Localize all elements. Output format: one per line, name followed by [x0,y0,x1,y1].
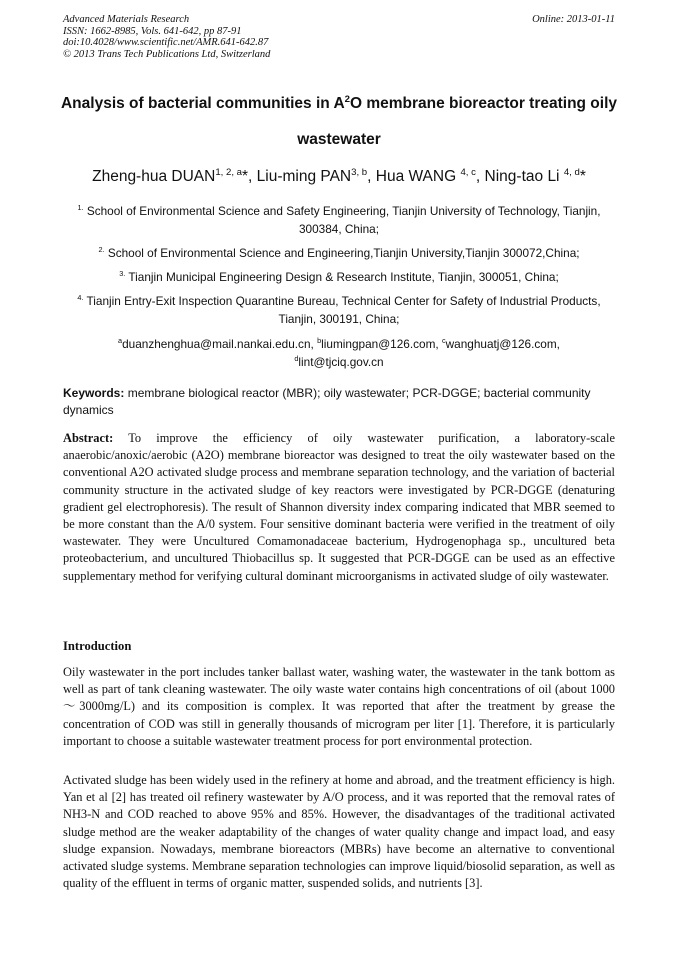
title-superscript: 2 [344,93,350,105]
author-separator: , [475,168,485,185]
author-name: Ning-tao Li [484,168,564,185]
affiliation-4 [58,292,620,328]
abstract-text: To improve the efficiency of oily wastewater purification, a laboratory-scale anaerobic/anoxic/aerobic (A2O) membrane bioreactor was designed to treat the oily wastewater based on the conventional A2O activated sludge process and membrane separation technology, and the variation of bacterial community structure in the activated sludge of key reactors were investigated by PCR-DGGE (denaturing gradient gel electrophoresis). The result of Shannon diversity index comparing indicated that MBR seemed to be more constant than the A/0 system. Four sensitive dominant bacteria were verified in the treatment of oily wastewater. They were Uncultured Comamonadaceae bacterium, Hydrogenophaga sp., uncultured beta proteobacterium, and uncultured Thiobacillus sp. It suggested that PCR-DGGE can be used as an effective supplementary method for verifying cultural dominant microorganisms in activated sludge of oily wastewater. [63,431,615,583]
email-list [90,335,588,371]
email-mark: d [294,354,299,364]
paper-title [40,86,638,158]
affiliation-text: Tianjin Municipal Engineering Design & Research Institute, Tianjin, 300051, China; [128,270,559,284]
affiliation-mark: 4. [77,293,84,303]
page-header [63,14,615,60]
copyright-line: © 2013 Trans Tech Publications Ltd, Switzerland [63,48,271,60]
journal-name: Advanced Materials Research [63,14,190,25]
intro-paragraph-2: Activated sludge has been widely used in the refinery at home and abroad, and the treatment efficiency is high. Yan et al [2] has treated oil refinery wastewater by A/O process, and it was reported that the removal rates of NH3-N and COD reached to above 95% and 85%. However, the disadvantages of the traditional activated sludge method are the weaker adaptability of the changes of water quality change and impact load, and easy sludge expansion. Nowadays, membrane bioreactors (MBRs) have become an alternative to conventional activated sludge systems. Membrane separation technologies can improve liquid/biosolid separation, as well as quality of the effluent in terms of organic matter, suspended solids, and nutrients [3]. [63,773,615,891]
issn-line: ISSN: 1662-8985, Vols. 641-642, pp 87-91 [63,25,242,37]
keywords [63,385,615,419]
affiliation-3 [58,268,620,286]
author-affiliation-mark: 4, c [460,166,476,178]
affiliation-mark: 2. [98,245,105,255]
email-link[interactable]: wanghuatj@126.com, [445,337,560,351]
doi-line: doi:10.4028/www.scientific.net/AMR.641-642.87 [63,37,269,48]
author-separator: *, [241,168,257,185]
title-part2: O membrane bioreactor treating oily wastewater [297,95,618,148]
author-separator: , [367,168,376,185]
affiliation-1 [58,202,620,238]
abstract-label: Abstract: [63,431,114,445]
title-part1: Analysis of bacterial communities in A [60,95,345,112]
author-name: Liu-ming PAN [256,168,352,185]
email-mark: a [118,336,123,346]
author-name: Zheng-hua DUAN [92,168,216,185]
affiliation-mark: 1. [77,203,84,213]
keywords-label: Keywords: [63,386,125,400]
author-affiliation-mark: 4, d [563,166,580,178]
affiliation-text: Tianjin Entry-Exit Inspection Quarantine Bureau, Technical Center for Safety of Industrial Products, Tianjin, 300191, China; [86,294,601,326]
abstract [63,430,615,585]
author-list [20,167,658,187]
affiliation-text: School of Environmental Science and Engineering,Tianjin University,Tianjin 300072,China; [107,246,580,260]
author-name: Hua WANG [375,168,461,185]
author-affiliation-mark: 1, 2, a [215,166,242,178]
intro-paragraph-1: Oily wastewater in the port includes tanker ballast water, washing water, the wastewater in the tank bottom as well as part of tank cleaning wastewater. The oily waste water contains high concentrations of oil (about 1000～3000mg/L) and its composition is complex. It was reported that after the treatment by grease the concentration of COD was still in generally thousands of microgram per liter [1]. Therefore, it is particularly important to choose a suitable wastewater treatment process for port environmental protection. [63,665,615,748]
email-link[interactable]: duanzhenghua@mail.nankai.edu.cn, [122,337,318,351]
affiliation-text: School of Environmental Science and Safety Engineering, Tianjin University of Technology, Tianjin, 300384, China; [86,204,601,236]
email-mark: b [317,336,322,346]
email-link[interactable]: liumingpan@126.com, [321,337,442,351]
online-date: Online: 2013-01-11 [532,14,615,25]
email-link[interactable]: lint@tjciq.gov.cn [298,355,384,369]
affiliation-mark: 3. [119,269,126,279]
section-heading: Introduction [63,639,132,653]
author-affiliation-mark: 3, b [351,166,368,178]
affiliation-2 [58,244,620,262]
author-separator: * [579,168,586,185]
keywords-text: membrane biological reactor (MBR); oily wastewater; PCR-DGGE; bacterial community dynamics [63,386,591,417]
email-mark: c [441,336,446,346]
